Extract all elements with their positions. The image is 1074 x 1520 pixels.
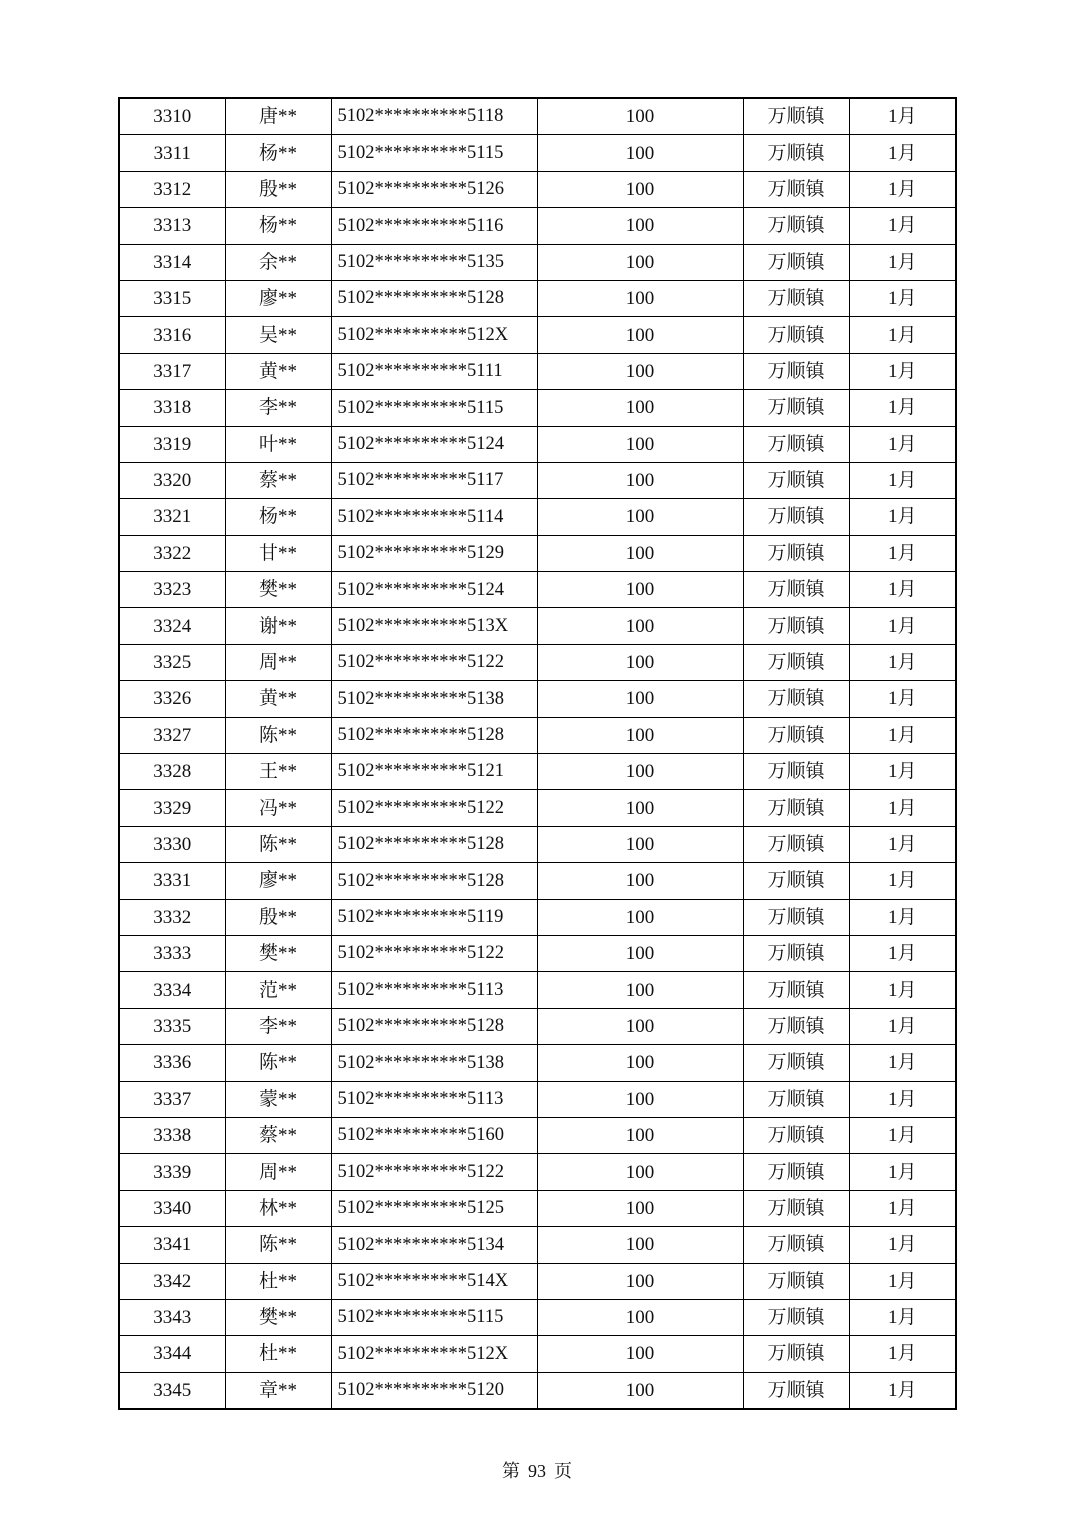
cell-amount: 100 bbox=[537, 754, 743, 790]
cell-serial-number: 3329 bbox=[119, 790, 225, 826]
cell-serial-number: 3323 bbox=[119, 572, 225, 608]
cell-amount: 100 bbox=[537, 717, 743, 753]
cell-serial-number: 3343 bbox=[119, 1299, 225, 1335]
cell-town: 万顺镇 bbox=[743, 1154, 849, 1190]
cell-serial-number: 3334 bbox=[119, 972, 225, 1008]
cell-name: 吴** bbox=[225, 317, 331, 353]
cell-month: 1月 bbox=[849, 98, 956, 135]
cell-town: 万顺镇 bbox=[743, 390, 849, 426]
cell-amount: 100 bbox=[537, 1336, 743, 1372]
cell-id-number: 5102**********514X bbox=[331, 1263, 537, 1299]
cell-id-number: 5102**********512X bbox=[331, 317, 537, 353]
cell-serial-number: 3320 bbox=[119, 462, 225, 498]
cell-amount: 100 bbox=[537, 935, 743, 971]
table-row bbox=[119, 171, 956, 207]
cell-serial-number: 3311 bbox=[119, 135, 225, 171]
table-row bbox=[119, 826, 956, 862]
cell-month: 1月 bbox=[849, 754, 956, 790]
cell-name: 黄** bbox=[225, 681, 331, 717]
cell-serial-number: 3337 bbox=[119, 1081, 225, 1117]
cell-serial-number: 3344 bbox=[119, 1336, 225, 1372]
cell-serial-number: 3335 bbox=[119, 1008, 225, 1044]
table-row bbox=[119, 899, 956, 935]
cell-serial-number: 3312 bbox=[119, 171, 225, 207]
cell-amount: 100 bbox=[537, 899, 743, 935]
cell-name: 杜** bbox=[225, 1263, 331, 1299]
cell-town: 万顺镇 bbox=[743, 1227, 849, 1263]
table-row bbox=[119, 1190, 956, 1226]
cell-id-number: 5102**********5117 bbox=[331, 462, 537, 498]
cell-town: 万顺镇 bbox=[743, 280, 849, 316]
cell-serial-number: 3333 bbox=[119, 935, 225, 971]
cell-town: 万顺镇 bbox=[743, 208, 849, 244]
cell-amount: 100 bbox=[537, 863, 743, 899]
cell-town: 万顺镇 bbox=[743, 353, 849, 389]
cell-amount: 100 bbox=[537, 462, 743, 498]
cell-amount: 100 bbox=[537, 572, 743, 608]
cell-month: 1月 bbox=[849, 1117, 956, 1153]
cell-month: 1月 bbox=[849, 1336, 956, 1372]
cell-town: 万顺镇 bbox=[743, 244, 849, 280]
cell-month: 1月 bbox=[849, 426, 956, 462]
cell-month: 1月 bbox=[849, 280, 956, 316]
cell-month: 1月 bbox=[849, 317, 956, 353]
cell-amount: 100 bbox=[537, 499, 743, 535]
cell-town: 万顺镇 bbox=[743, 1081, 849, 1117]
cell-town: 万顺镇 bbox=[743, 1045, 849, 1081]
cell-town: 万顺镇 bbox=[743, 1336, 849, 1372]
table-row bbox=[119, 1154, 956, 1190]
cell-name: 樊** bbox=[225, 935, 331, 971]
cell-name: 樊** bbox=[225, 572, 331, 608]
cell-id-number: 5102**********5128 bbox=[331, 826, 537, 862]
table-row bbox=[119, 1081, 956, 1117]
table-row bbox=[119, 208, 956, 244]
cell-month: 1月 bbox=[849, 790, 956, 826]
cell-id-number: 5102**********5116 bbox=[331, 208, 537, 244]
cell-month: 1月 bbox=[849, 644, 956, 680]
table-row bbox=[119, 98, 956, 135]
cell-amount: 100 bbox=[537, 972, 743, 1008]
cell-id-number: 5102**********5138 bbox=[331, 1045, 537, 1081]
cell-serial-number: 3325 bbox=[119, 644, 225, 680]
cell-id-number: 5102**********5111 bbox=[331, 353, 537, 389]
cell-amount: 100 bbox=[537, 1372, 743, 1409]
cell-month: 1月 bbox=[849, 1081, 956, 1117]
cell-month: 1月 bbox=[849, 171, 956, 207]
cell-month: 1月 bbox=[849, 1008, 956, 1044]
cell-amount: 100 bbox=[537, 135, 743, 171]
cell-amount: 100 bbox=[537, 681, 743, 717]
table-row bbox=[119, 135, 956, 171]
cell-amount: 100 bbox=[537, 1154, 743, 1190]
cell-town: 万顺镇 bbox=[743, 826, 849, 862]
cell-month: 1月 bbox=[849, 1372, 956, 1409]
cell-month: 1月 bbox=[849, 353, 956, 389]
table-row bbox=[119, 972, 956, 1008]
cell-month: 1月 bbox=[849, 572, 956, 608]
cell-serial-number: 3310 bbox=[119, 98, 225, 135]
cell-name: 杨** bbox=[225, 135, 331, 171]
cell-id-number: 5102**********5120 bbox=[331, 1372, 537, 1409]
table-row bbox=[119, 499, 956, 535]
cell-id-number: 5102**********5128 bbox=[331, 1008, 537, 1044]
cell-town: 万顺镇 bbox=[743, 717, 849, 753]
cell-serial-number: 3314 bbox=[119, 244, 225, 280]
table-row bbox=[119, 390, 956, 426]
cell-month: 1月 bbox=[849, 1045, 956, 1081]
cell-amount: 100 bbox=[537, 608, 743, 644]
cell-id-number: 5102**********5119 bbox=[331, 899, 537, 935]
table-row bbox=[119, 317, 956, 353]
cell-amount: 100 bbox=[537, 1190, 743, 1226]
cell-id-number: 5102**********5122 bbox=[331, 1154, 537, 1190]
cell-town: 万顺镇 bbox=[743, 572, 849, 608]
cell-name: 蔡** bbox=[225, 462, 331, 498]
cell-amount: 100 bbox=[537, 171, 743, 207]
cell-month: 1月 bbox=[849, 935, 956, 971]
cell-name: 章** bbox=[225, 1372, 331, 1409]
cell-town: 万顺镇 bbox=[743, 1263, 849, 1299]
cell-serial-number: 3338 bbox=[119, 1117, 225, 1153]
cell-serial-number: 3336 bbox=[119, 1045, 225, 1081]
cell-name: 陈** bbox=[225, 1045, 331, 1081]
cell-town: 万顺镇 bbox=[743, 1190, 849, 1226]
page-suffix: 页 bbox=[554, 1461, 572, 1481]
cell-id-number: 5102**********5115 bbox=[331, 390, 537, 426]
cell-id-number: 5102**********5125 bbox=[331, 1190, 537, 1226]
cell-serial-number: 3345 bbox=[119, 1372, 225, 1409]
table-row bbox=[119, 280, 956, 316]
table-row bbox=[119, 1008, 956, 1044]
cell-amount: 100 bbox=[537, 1081, 743, 1117]
cell-town: 万顺镇 bbox=[743, 899, 849, 935]
cell-serial-number: 3317 bbox=[119, 353, 225, 389]
table-row bbox=[119, 863, 956, 899]
cell-town: 万顺镇 bbox=[743, 317, 849, 353]
table-row bbox=[119, 754, 956, 790]
cell-amount: 100 bbox=[537, 1299, 743, 1335]
cell-amount: 100 bbox=[537, 1008, 743, 1044]
cell-id-number: 5102**********5126 bbox=[331, 171, 537, 207]
cell-amount: 100 bbox=[537, 353, 743, 389]
cell-id-number: 5102**********5121 bbox=[331, 754, 537, 790]
cell-serial-number: 3332 bbox=[119, 899, 225, 935]
table-row bbox=[119, 790, 956, 826]
cell-serial-number: 3342 bbox=[119, 1263, 225, 1299]
cell-name: 冯** bbox=[225, 790, 331, 826]
table-row bbox=[119, 681, 956, 717]
table-row bbox=[119, 244, 956, 280]
cell-town: 万顺镇 bbox=[743, 1008, 849, 1044]
cell-name: 范** bbox=[225, 972, 331, 1008]
table-body bbox=[119, 98, 956, 1409]
cell-name: 廖** bbox=[225, 280, 331, 316]
cell-amount: 100 bbox=[537, 426, 743, 462]
cell-name: 周** bbox=[225, 1154, 331, 1190]
table-row bbox=[119, 572, 956, 608]
cell-serial-number: 3316 bbox=[119, 317, 225, 353]
cell-id-number: 5102**********5122 bbox=[331, 935, 537, 971]
cell-town: 万顺镇 bbox=[743, 644, 849, 680]
table-row bbox=[119, 1117, 956, 1153]
cell-town: 万顺镇 bbox=[743, 98, 849, 135]
cell-month: 1月 bbox=[849, 826, 956, 862]
cell-name: 蒙** bbox=[225, 1081, 331, 1117]
cell-id-number: 5102**********5124 bbox=[331, 572, 537, 608]
cell-town: 万顺镇 bbox=[743, 681, 849, 717]
cell-month: 1月 bbox=[849, 135, 956, 171]
table-row bbox=[119, 935, 956, 971]
cell-id-number: 5102**********5135 bbox=[331, 244, 537, 280]
cell-name: 廖** bbox=[225, 863, 331, 899]
page-footer bbox=[0, 1457, 1074, 1483]
cell-amount: 100 bbox=[537, 1117, 743, 1153]
cell-name: 蔡** bbox=[225, 1117, 331, 1153]
cell-name: 李** bbox=[225, 1008, 331, 1044]
cell-name: 唐** bbox=[225, 98, 331, 135]
cell-id-number: 5102**********5160 bbox=[331, 1117, 537, 1153]
cell-id-number: 5102**********512X bbox=[331, 1336, 537, 1372]
cell-month: 1月 bbox=[849, 1154, 956, 1190]
cell-id-number: 5102**********5128 bbox=[331, 280, 537, 316]
cell-month: 1月 bbox=[849, 863, 956, 899]
cell-name: 林** bbox=[225, 1190, 331, 1226]
cell-amount: 100 bbox=[537, 208, 743, 244]
cell-serial-number: 3341 bbox=[119, 1227, 225, 1263]
cell-month: 1月 bbox=[849, 1227, 956, 1263]
cell-amount: 100 bbox=[537, 1227, 743, 1263]
beneficiary-table bbox=[118, 97, 957, 1410]
table-row bbox=[119, 644, 956, 680]
cell-amount: 100 bbox=[537, 390, 743, 426]
cell-id-number: 5102**********5115 bbox=[331, 1299, 537, 1335]
cell-town: 万顺镇 bbox=[743, 1299, 849, 1335]
cell-id-number: 5102**********5128 bbox=[331, 717, 537, 753]
cell-month: 1月 bbox=[849, 208, 956, 244]
cell-name: 王** bbox=[225, 754, 331, 790]
cell-town: 万顺镇 bbox=[743, 790, 849, 826]
cell-name: 叶** bbox=[225, 426, 331, 462]
cell-serial-number: 3331 bbox=[119, 863, 225, 899]
cell-month: 1月 bbox=[849, 462, 956, 498]
cell-name: 陈** bbox=[225, 717, 331, 753]
cell-id-number: 5102**********5113 bbox=[331, 972, 537, 1008]
page-prefix: 第 bbox=[502, 1461, 520, 1481]
cell-amount: 100 bbox=[537, 244, 743, 280]
cell-name: 周** bbox=[225, 644, 331, 680]
cell-serial-number: 3328 bbox=[119, 754, 225, 790]
cell-id-number: 5102**********5128 bbox=[331, 863, 537, 899]
cell-month: 1月 bbox=[849, 499, 956, 535]
cell-name: 殷** bbox=[225, 899, 331, 935]
cell-name: 甘** bbox=[225, 535, 331, 571]
cell-town: 万顺镇 bbox=[743, 535, 849, 571]
cell-id-number: 5102**********5115 bbox=[331, 135, 537, 171]
cell-town: 万顺镇 bbox=[743, 608, 849, 644]
cell-name: 樊** bbox=[225, 1299, 331, 1335]
cell-id-number: 5102**********5114 bbox=[331, 499, 537, 535]
cell-amount: 100 bbox=[537, 826, 743, 862]
cell-id-number: 5102**********5138 bbox=[331, 681, 537, 717]
cell-name: 杨** bbox=[225, 499, 331, 535]
cell-id-number: 5102**********5122 bbox=[331, 790, 537, 826]
cell-town: 万顺镇 bbox=[743, 863, 849, 899]
cell-month: 1月 bbox=[849, 972, 956, 1008]
cell-month: 1月 bbox=[849, 1263, 956, 1299]
cell-name: 余** bbox=[225, 244, 331, 280]
table-row bbox=[119, 1299, 956, 1335]
cell-name: 黄** bbox=[225, 353, 331, 389]
cell-serial-number: 3327 bbox=[119, 717, 225, 753]
cell-serial-number: 3321 bbox=[119, 499, 225, 535]
cell-id-number: 5102**********5122 bbox=[331, 644, 537, 680]
cell-month: 1月 bbox=[849, 244, 956, 280]
cell-amount: 100 bbox=[537, 280, 743, 316]
cell-amount: 100 bbox=[537, 1263, 743, 1299]
cell-month: 1月 bbox=[849, 535, 956, 571]
table-row bbox=[119, 717, 956, 753]
cell-serial-number: 3313 bbox=[119, 208, 225, 244]
cell-id-number: 5102**********5129 bbox=[331, 535, 537, 571]
cell-serial-number: 3318 bbox=[119, 390, 225, 426]
cell-name: 陈** bbox=[225, 826, 331, 862]
table-row bbox=[119, 1227, 956, 1263]
cell-amount: 100 bbox=[537, 535, 743, 571]
cell-town: 万顺镇 bbox=[743, 171, 849, 207]
cell-town: 万顺镇 bbox=[743, 426, 849, 462]
cell-month: 1月 bbox=[849, 899, 956, 935]
cell-amount: 100 bbox=[537, 98, 743, 135]
cell-serial-number: 3315 bbox=[119, 280, 225, 316]
page-number: 93 bbox=[528, 1461, 546, 1481]
cell-name: 杨** bbox=[225, 208, 331, 244]
cell-month: 1月 bbox=[849, 390, 956, 426]
cell-serial-number: 3339 bbox=[119, 1154, 225, 1190]
table-row bbox=[119, 1372, 956, 1409]
cell-town: 万顺镇 bbox=[743, 1372, 849, 1409]
cell-name: 谢** bbox=[225, 608, 331, 644]
cell-month: 1月 bbox=[849, 681, 956, 717]
cell-name: 杜** bbox=[225, 1336, 331, 1372]
cell-town: 万顺镇 bbox=[743, 754, 849, 790]
cell-name: 陈** bbox=[225, 1227, 331, 1263]
cell-town: 万顺镇 bbox=[743, 1117, 849, 1153]
table-row bbox=[119, 535, 956, 571]
cell-town: 万顺镇 bbox=[743, 462, 849, 498]
cell-id-number: 5102**********5124 bbox=[331, 426, 537, 462]
cell-month: 1月 bbox=[849, 1299, 956, 1335]
cell-id-number: 5102**********5118 bbox=[331, 98, 537, 135]
cell-month: 1月 bbox=[849, 717, 956, 753]
table-row bbox=[119, 426, 956, 462]
cell-name: 李** bbox=[225, 390, 331, 426]
cell-serial-number: 3322 bbox=[119, 535, 225, 571]
cell-amount: 100 bbox=[537, 644, 743, 680]
table-row bbox=[119, 1045, 956, 1081]
cell-name: 殷** bbox=[225, 171, 331, 207]
cell-town: 万顺镇 bbox=[743, 972, 849, 1008]
cell-id-number: 5102**********513X bbox=[331, 608, 537, 644]
cell-serial-number: 3340 bbox=[119, 1190, 225, 1226]
cell-serial-number: 3319 bbox=[119, 426, 225, 462]
cell-id-number: 5102**********5134 bbox=[331, 1227, 537, 1263]
cell-serial-number: 3330 bbox=[119, 826, 225, 862]
cell-month: 1月 bbox=[849, 1190, 956, 1226]
cell-town: 万顺镇 bbox=[743, 935, 849, 971]
cell-amount: 100 bbox=[537, 1045, 743, 1081]
table-row bbox=[119, 1263, 956, 1299]
table-row bbox=[119, 1336, 956, 1372]
cell-serial-number: 3326 bbox=[119, 681, 225, 717]
cell-town: 万顺镇 bbox=[743, 499, 849, 535]
cell-month: 1月 bbox=[849, 608, 956, 644]
table-row bbox=[119, 608, 956, 644]
table-row bbox=[119, 353, 956, 389]
cell-town: 万顺镇 bbox=[743, 135, 849, 171]
table-row bbox=[119, 462, 956, 498]
cell-amount: 100 bbox=[537, 317, 743, 353]
cell-amount: 100 bbox=[537, 790, 743, 826]
cell-id-number: 5102**********5113 bbox=[331, 1081, 537, 1117]
cell-serial-number: 3324 bbox=[119, 608, 225, 644]
